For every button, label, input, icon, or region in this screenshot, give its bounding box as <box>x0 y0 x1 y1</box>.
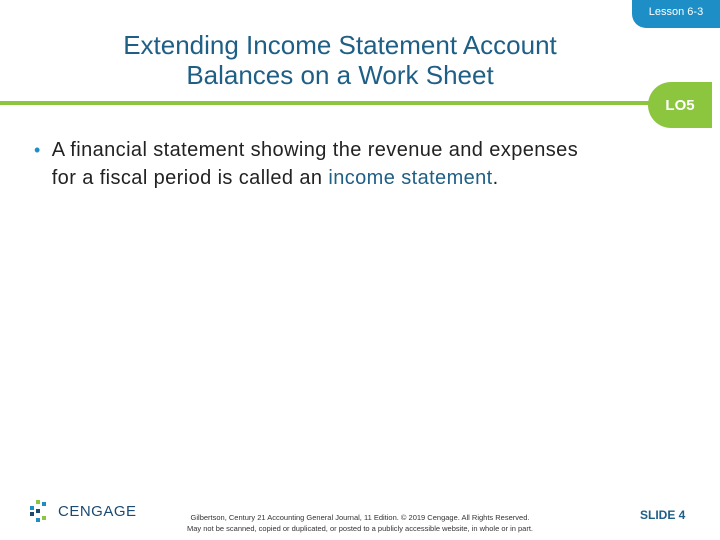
learning-objective-badge <box>648 82 712 128</box>
copyright-line-1: Gilbertson, Century 21 Accounting General Journal, 11 Edition. © 2019 Cengage. All Rights Reserved. <box>190 513 530 522</box>
copyright-line-2: May not be scanned, copied or duplicated, or posted to a publicly accessible website, in whole or in part. <box>186 524 534 533</box>
bullet-icon: • <box>34 140 41 160</box>
bullet-text-after: . <box>492 167 499 189</box>
lesson-tab <box>632 0 720 28</box>
slide-number: SLIDE 4 <box>640 508 686 522</box>
lesson-label: Lesson 6-3 <box>648 6 704 18</box>
bullet-list <box>34 136 594 192</box>
title-line-2: Balances on a Work Sheet <box>186 60 494 90</box>
title-line-1: Extending Income Statement Account <box>123 30 557 60</box>
key-term: income statement <box>328 167 493 189</box>
bullet-text-before: A financial statement showing the revenue and expenses for a fiscal period is called an <box>51 139 579 189</box>
cengage-logo <box>28 498 137 524</box>
slide-title <box>70 30 610 90</box>
cengage-logo-icon <box>28 498 52 524</box>
lo-badge-label: LO5 <box>665 96 695 114</box>
copyright-note <box>140 512 580 534</box>
bullet-item <box>34 136 594 192</box>
bullet-text <box>52 136 594 192</box>
logo-name: CENGAGE <box>58 502 137 520</box>
title-divider <box>0 101 660 105</box>
